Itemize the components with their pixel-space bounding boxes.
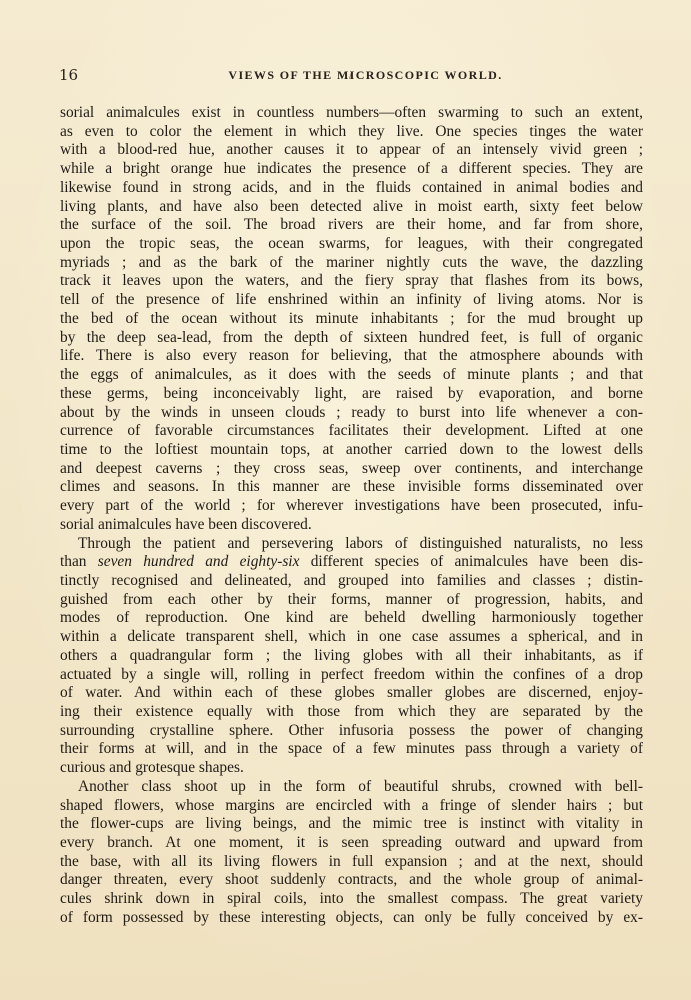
text-line: the bed of the ocean without its minute inhabitants ; for the mud brought up [60,309,643,327]
text-line: the base, with all its living flowers in full expansion ; and at the next, should [60,852,643,870]
text-line: actuated by a single will, rolling in perfect freedom within the confines of a drop [60,665,643,683]
text-line: the surface of the soil. The broad rivers are their home, and far from shore, [60,216,643,234]
text-line: myriads ; and as the bark of the mariner nightly cuts the wave, the dazzling [60,253,643,271]
text-line: these germs, being inconceivably light, are raised by evaporation, and borne [60,384,643,402]
text-segment: Through the patient and persevering labors of distinguished naturalists, no less [78,534,643,552]
text-segment: different species of animalcules have been dis- [299,553,643,571]
paragraph-start-line [60,535,643,554]
text-line: while a bright orange hue indicates the presence of a different species. They are [60,160,643,178]
text-line: tell of the presence of life enshrined within an infinity of living atoms. Nor is [60,291,643,309]
body-text [60,104,643,928]
text-line: danger threaten, every shoot suddenly contracts, and the whole group of animal- [60,871,643,889]
text-line [60,553,643,572]
text-line: currence of favorable circumstances facilitates their development. Lifted at one [60,422,643,440]
text-line: their forms at will, and in the space of a few minutes pass through a variety of [60,740,643,758]
text-line: of form possessed by these interesting objects, can only be fully conceived by ex- [60,908,643,926]
text-line: the eggs of animalcules, as it does with the seeds of minute plants ; and that [60,366,643,384]
text-line: track it leaves upon the waters, and the fiery spray that flashes from its bows, [60,272,643,290]
text-line: surrounding crystalline sphere. Other infusoria possess the power of changing [60,721,643,739]
text-line: by the deep sea-lead, from the depth of sixteen hundred feet, is full of organic [60,328,643,346]
text-line: time to the loftiest mountain tops, at another carried down to the lowest dells [60,440,643,458]
text-line: about by the winds in unseen clouds ; ready to burst into life whenever a con- [60,403,643,421]
page-header [59,64,642,86]
text-line: guished from each other by their forms, manner of progression, habits, and [60,590,643,608]
text-line: modes of reproduction. One kind are beheld dwelling harmoniously together [60,609,643,627]
text-line: upon the tropic seas, the ocean swarms, for leagues, with their congregated [60,235,643,253]
italic-phrase: seven hundred and eighty-six [97,553,300,571]
paragraph-end-line: curious and grotesque shapes. [60,759,244,777]
text-line: tinctly recognised and delineated, and grouped into families and classes ; distin- [60,571,643,589]
paragraph-end-line: sorial animalcules have been discovered. [60,515,312,533]
text-line: life. There is also every reason for believing, that the atmosphere abounds with [60,347,643,365]
text-line: others a quadrangular form ; the living globes with all their inhabitants, as if [60,646,643,664]
text-line: cules shrink down in spiral coils, into the smallest compass. The great variety [60,890,643,908]
text-line: sorial animalcules exist in countless numbers—often swarming to such an extent, [60,104,643,121]
text-segment: than [60,553,98,571]
text-line: of water. And within each of these globes smaller globes are discerned, enjoy- [60,684,643,702]
text-line: shaped flowers, whose margins are encircled with a fringe of slender hairs ; but [60,796,643,814]
text-line: and deepest caverns ; they cross seas, sweep over continents, and interchange [60,459,643,477]
text-line: every branch. At one moment, it is seen spreading outward and upward from [60,834,643,852]
text-line: ing their existence equally with those from which they are separated by the [60,703,643,720]
text-line: the flower-cups are living beings, and the mimic tree is instinct with vitality in [60,815,643,833]
text-line: living plants, and have also been detected alive in moist earth, sixty feet below [60,197,643,215]
paragraph-start-line: Another class shoot up in the form of beautiful shrubs, crowned with bell- [78,777,643,795]
text-line: every part of the world ; for wherever investigations have been prosecuted, infu- [60,497,643,515]
text-line: with a blood-red hue, another causes it to appear of an intensely vivid green ; [60,141,643,159]
text-line: as even to color the element in which they live. One species tinges the water [60,122,643,140]
text-line: likewise found in strong acids, and in the fluids contained in animal bodies and [60,178,643,196]
page-number: 16 [59,66,79,84]
text-line: within a delicate transparent shell, which in one case assumes a spherical, and in [60,628,643,646]
running-head: VIEWS OF THE MICROSCOPIC WORLD. [228,68,503,82]
text-line: climes and seasons. In this manner are these invisible forms disseminated over [60,478,643,496]
